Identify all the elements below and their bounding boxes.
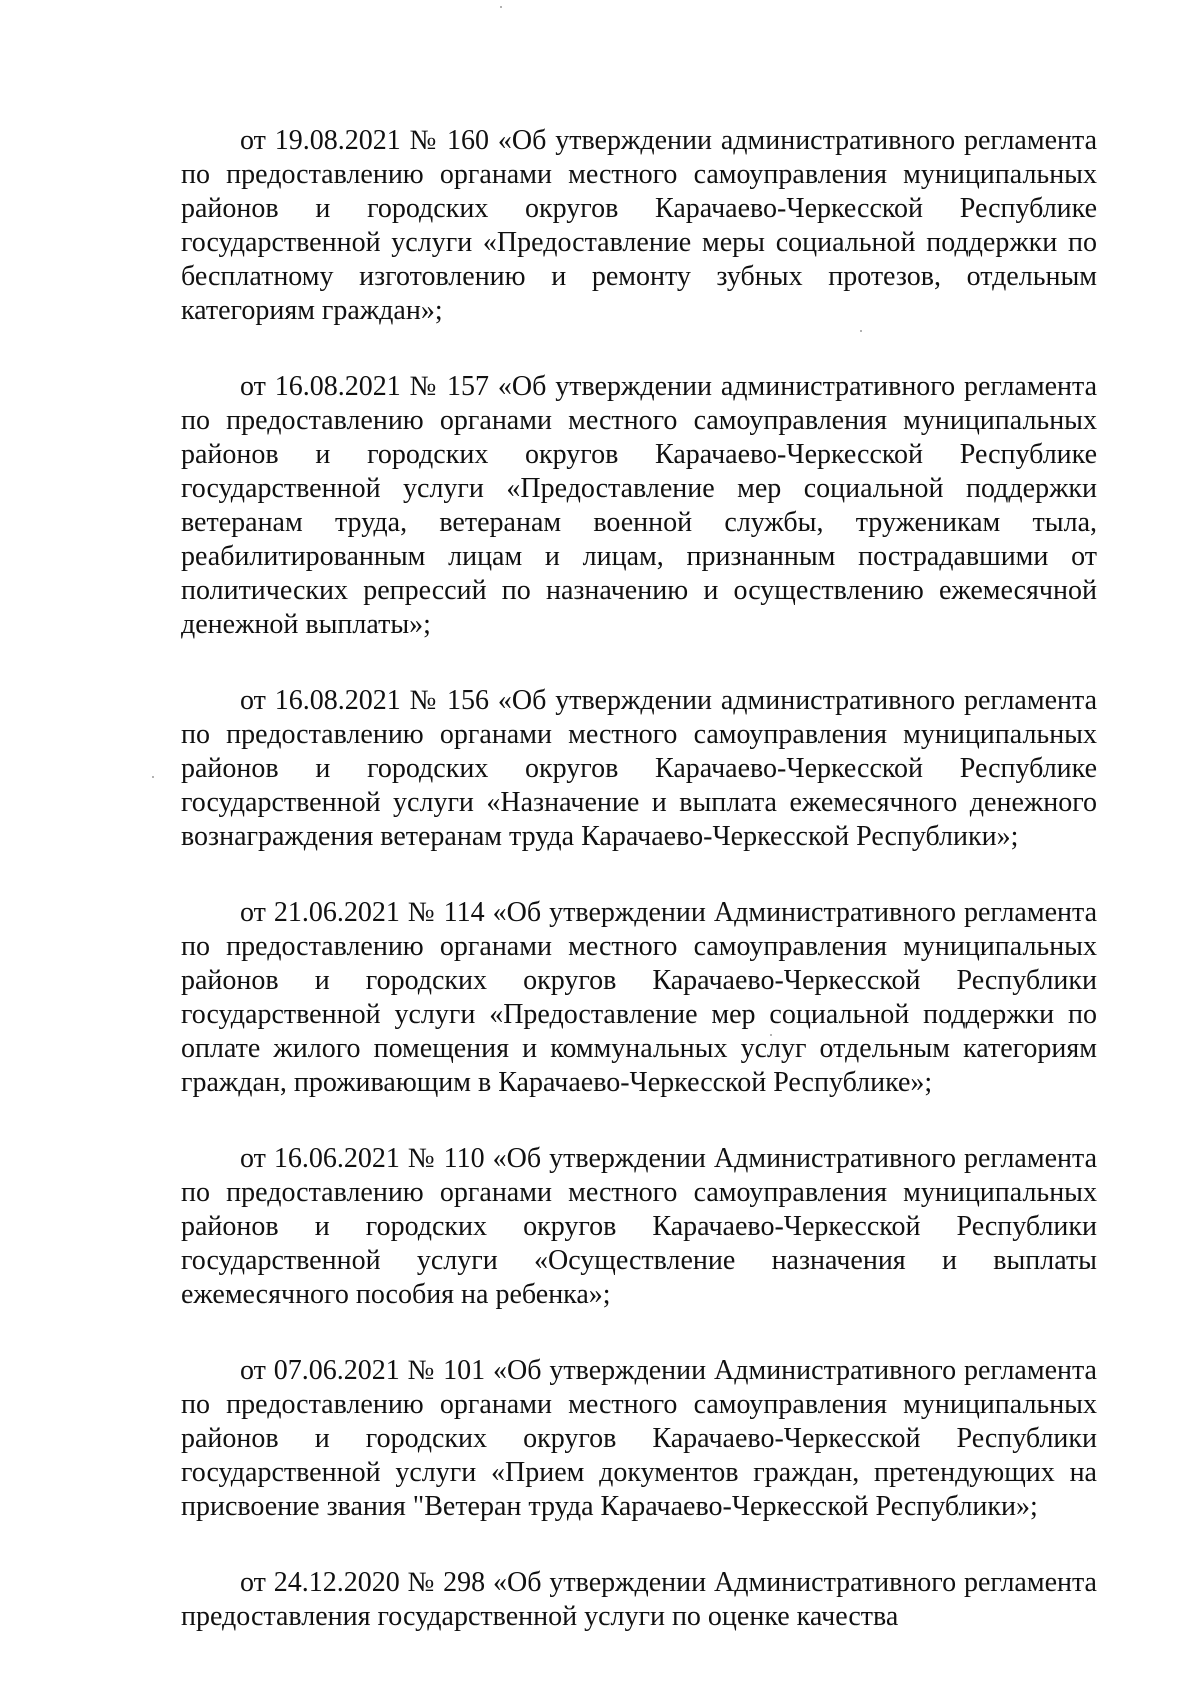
paragraph-regulation-114: от 21.06.2021 № 114 «Об утверждении Административного регламента по предоставлению органами местного самоуправления муниципальных районов и городских округов Карачаево-Черкесской Республики государственной услуги «Предоставление мер социальной поддержки по оплате жилого помещения и коммунальных услуг отдельным категориям граждан, проживающим в Карачаево-Черкесской Республике»; [181, 897, 1097, 1098]
document-body [181, 124, 1097, 1634]
paragraph-regulation-298: от 24.12.2020 № 298 «Об утверждении Административного регламента предоставления государственной услуги по оценке качества [181, 1567, 1097, 1632]
paragraph-regulation-101: от 07.06.2021 № 101 «Об утверждении Административного регламента по предоставлению органами местного самоуправления муниципальных районов и городских округов Карачаево-Черкесской Республики государственной услуги «Прием документов граждан, претендующих на присвоение звания "Ветеран труда Карачаево-Черкесской Республики»; [181, 1355, 1097, 1522]
scan-speck [500, 6, 502, 8]
paragraph-regulation-110: от 16.06.2021 № 110 «Об утверждении Административного регламента по предоставлению органами местного самоуправления муниципальных районов и городских округов Карачаево-Черкесской Республики государственной услуги «Осуществление назначения и выплаты ежемесячного пособия на ребенка»; [181, 1143, 1097, 1310]
paragraph-regulation-157: от 16.08.2021 № 157 «Об утверждении административного регламента по предоставлению органами местного самоуправления муниципальных районов и городских округов Карачаево-Черкесской Республике государственной услуги «Предоставление мер социальной поддержки ветеранам труда, ветеранам военной службы, труженикам тыла, реабилитированным лицам и лицам, признанным пострадавшими от политических репрессий по назначению и осуществлению ежемесячной денежной выплаты»; [181, 371, 1097, 640]
paragraph-regulation-160: от 19.08.2021 № 160 «Об утверждении административного регламента по предоставлению органами местного самоуправления муниципальных районов и городских округов Карачаево-Черкесской Республике государственной услуги «Предоставление меры социальной поддержки по бесплатному изготовлению и ремонту зубных протезов, отдельным категориям граждан»; [181, 125, 1097, 326]
scan-speck [152, 776, 154, 778]
paragraph-regulation-156: от 16.08.2021 № 156 «Об утверждении административного регламента по предоставлению органами местного самоуправления муниципальных районов и городских округов Карачаево-Черкесской Республике государственной услуги «Назначение и выплата ежемесячного денежного вознаграждения ветеранам труда Карачаево-Черкесской Республики»; [181, 685, 1097, 852]
